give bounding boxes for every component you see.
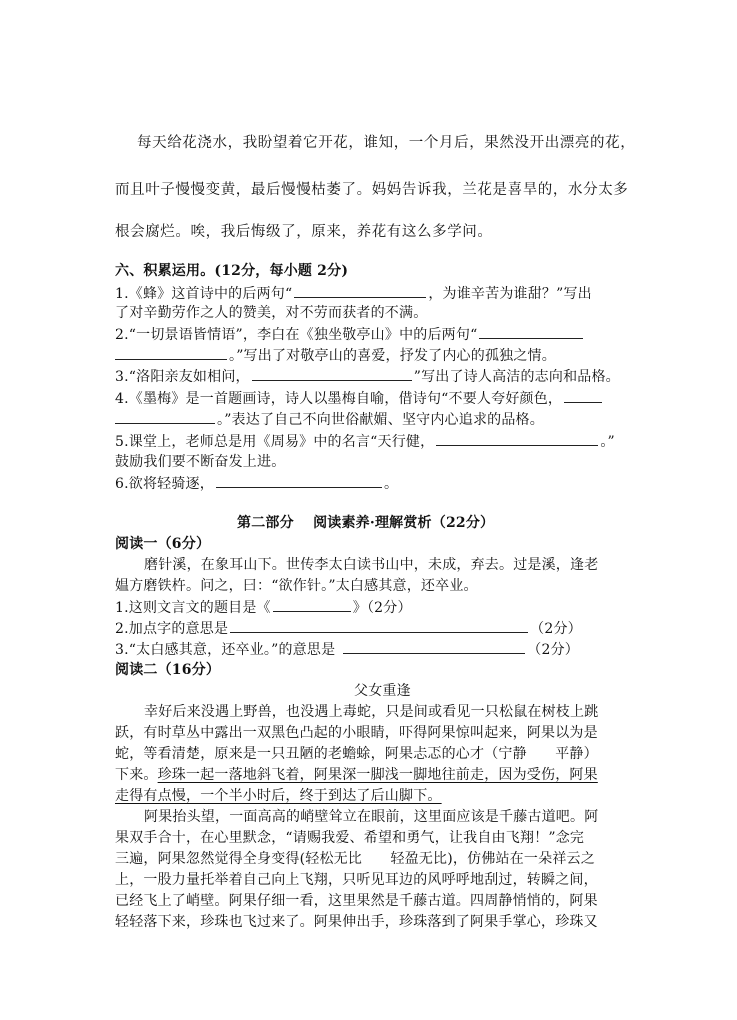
q5-text-b: 。”: [600, 434, 615, 450]
reading1-text-2: 媪方磨铁杵。问之，曰：“欲作针。”太白感其意，还卒业。: [115, 578, 478, 594]
q6-text-b: 。: [383, 476, 399, 492]
story-line-2: 而且叶子慢慢变黄，最后慢慢枯萎了。妈妈告诉我，兰花是喜旱的，水分太多: [115, 182, 629, 198]
reading2-underlined-sentence-2: 走得有点慢，一个半小时后，终于到达了后山脚下。: [115, 788, 442, 804]
q4-text-b: 。”表达了自己不向世俗献媚、坚守内心追求的品格。: [217, 412, 544, 428]
r1q3-text-b: （2分）: [527, 642, 579, 658]
reading2-para2-line-6: 轻轻落下来，珍珠也飞过来了。阿果伸出手，珍珠落到了阿果手掌心，珍珠又: [115, 914, 598, 930]
r1q2-text-a: 2.加点字的意思是: [115, 621, 229, 637]
reading2-line-4-plain: 下来。: [115, 767, 158, 783]
q1-text-b: ，为谁辛苦为谁甜？”写出: [428, 286, 592, 302]
reading1-text-1: 磨针溪，在象耳山下。世传李太白读书山中，未成，弃去。过是溪，逢老: [144, 557, 599, 573]
r1q3-text-a: 3.“太白感其意，还卒业。”的意思是: [115, 642, 336, 658]
q2-text-b: 。”写出了对敬亭山的喜爱，抒发了内心的孤独之情。: [229, 348, 556, 364]
q5-text-a: 5.课堂上，老师总是用《周易》中的名言“天行健，: [115, 434, 435, 450]
section6-q1: [115, 283, 592, 304]
q6-text-a: 6.欲将轻骑逐，: [115, 476, 214, 492]
r1q1-text-a: 1.这则文言文的题目是《: [115, 600, 271, 616]
reading2-para2-line-5: 已经飞上了峭壁。阿果仔细一看，这里果然是千藤古道。四周静悄悄的，阿果: [115, 893, 598, 909]
q2-blank-2[interactable]: [115, 345, 227, 360]
reading2-title: 父女重逢: [354, 683, 411, 699]
section6-q6: [115, 473, 398, 494]
section6-heading: 六、积累运用。(12分，每小题 2分): [115, 263, 349, 279]
q4-blank-1[interactable]: [564, 388, 602, 403]
q4-text-a: 4.《墨梅》是一首题画诗，诗人以墨梅自喻，借诗句“不要人夸好颜色，: [115, 391, 563, 407]
section6-q2: [115, 324, 585, 345]
section6-q4: [115, 388, 604, 409]
reading1-q2: [115, 618, 582, 639]
q3-blank[interactable]: [252, 366, 412, 381]
q2-text-a: 2.“一切景语皆情语”，李白在《独坐敬亭山》中的后两句“: [115, 327, 478, 343]
q3-text-b: ”写出了诗人高洁的志向和品格。: [413, 369, 620, 385]
reading2-para2-line-3: 三遍，阿果忽然觉得全身变得(轻松无比 轻盈无比)，仿佛站在一朵祥云之: [115, 851, 595, 867]
r1q3-blank[interactable]: [343, 639, 525, 654]
section6-q1-cont: 了对辛勤劳作之人的赞美，对不劳而获者的不满。: [115, 305, 428, 321]
section6-q4-cont: [115, 409, 544, 430]
reading2-line-3: 蛇，等看清楚，原来是一只丑陋的老蟾蜍，阿果忐忑的心才（宁静 平静）: [115, 746, 598, 762]
q6-blank[interactable]: [216, 473, 382, 488]
q2-blank-1[interactable]: [479, 324, 583, 339]
section6-q5: [115, 431, 615, 452]
q1-text-a: 1.《蜂》这首诗中的后两句“: [115, 286, 293, 302]
r1q1-text-b: 》（2分）: [352, 600, 412, 616]
q1-blank[interactable]: [294, 283, 426, 298]
reading2-para2-line-1: 阿果抬头望，一面高高的峭壁耸立在眼前，这里面应该是千藤古道吧。阿: [144, 809, 599, 825]
q5-blank[interactable]: [436, 431, 598, 446]
r1q2-blank[interactable]: [230, 618, 528, 633]
q3-text-a: 3.“洛阳亲友如相问，: [115, 369, 250, 385]
reading2-line-1: 幸好后来没遇上野兽，也没遇上毒蛇，只是间或看见一只松鼠在树枝上跳: [144, 704, 599, 720]
part2-heading: 第二部分 阅读素养·理解赏析（22分）: [237, 515, 495, 531]
reading1-q1: [115, 597, 412, 618]
section6-q2-cont: [115, 345, 556, 366]
reading1-heading: 阅读一（6分）: [115, 536, 211, 552]
reading2-para2-line-2: 果双手合十，在心里默念，“请赐我爱、希望和勇气，让我自由飞翔！”念完: [115, 830, 585, 846]
section6-q3: [115, 366, 620, 387]
q4-blank-2[interactable]: [115, 409, 215, 424]
reading2-line-2: 跃，有时草丛中露出一双黑色凸起的小眼睛，吓得阿果惊叫起来，阿果以为是: [115, 725, 598, 741]
story-line-1: 每天给花浇水，我盼望着它开花，谁知，一个月后，果然没开出漂亮的花，: [137, 135, 636, 151]
reading2-underlined-sentence-1: 珍珠一起一落地斜飞着，阿果深一脚浅一脚地往前走，因为受伤，阿果: [157, 767, 598, 783]
reading2-line-4: [115, 765, 598, 785]
reading1-q3: [115, 639, 579, 660]
r1q2-text-b: （2分）: [530, 621, 582, 637]
story-line-3: 根会腐烂。唉，我后悔级了，原来，养花有这么多学问。: [115, 224, 493, 240]
reading2-para2-line-4: 上，一股力量托举着自己向上飞翔，只听见耳边的风呼呼地刮过，转瞬之间，: [115, 872, 598, 888]
section6-q5-cont: 鼓励我们要不断奋发上进。: [115, 454, 286, 470]
reading2-heading: 阅读二（16分）: [115, 662, 221, 678]
r1q1-blank[interactable]: [273, 597, 351, 612]
